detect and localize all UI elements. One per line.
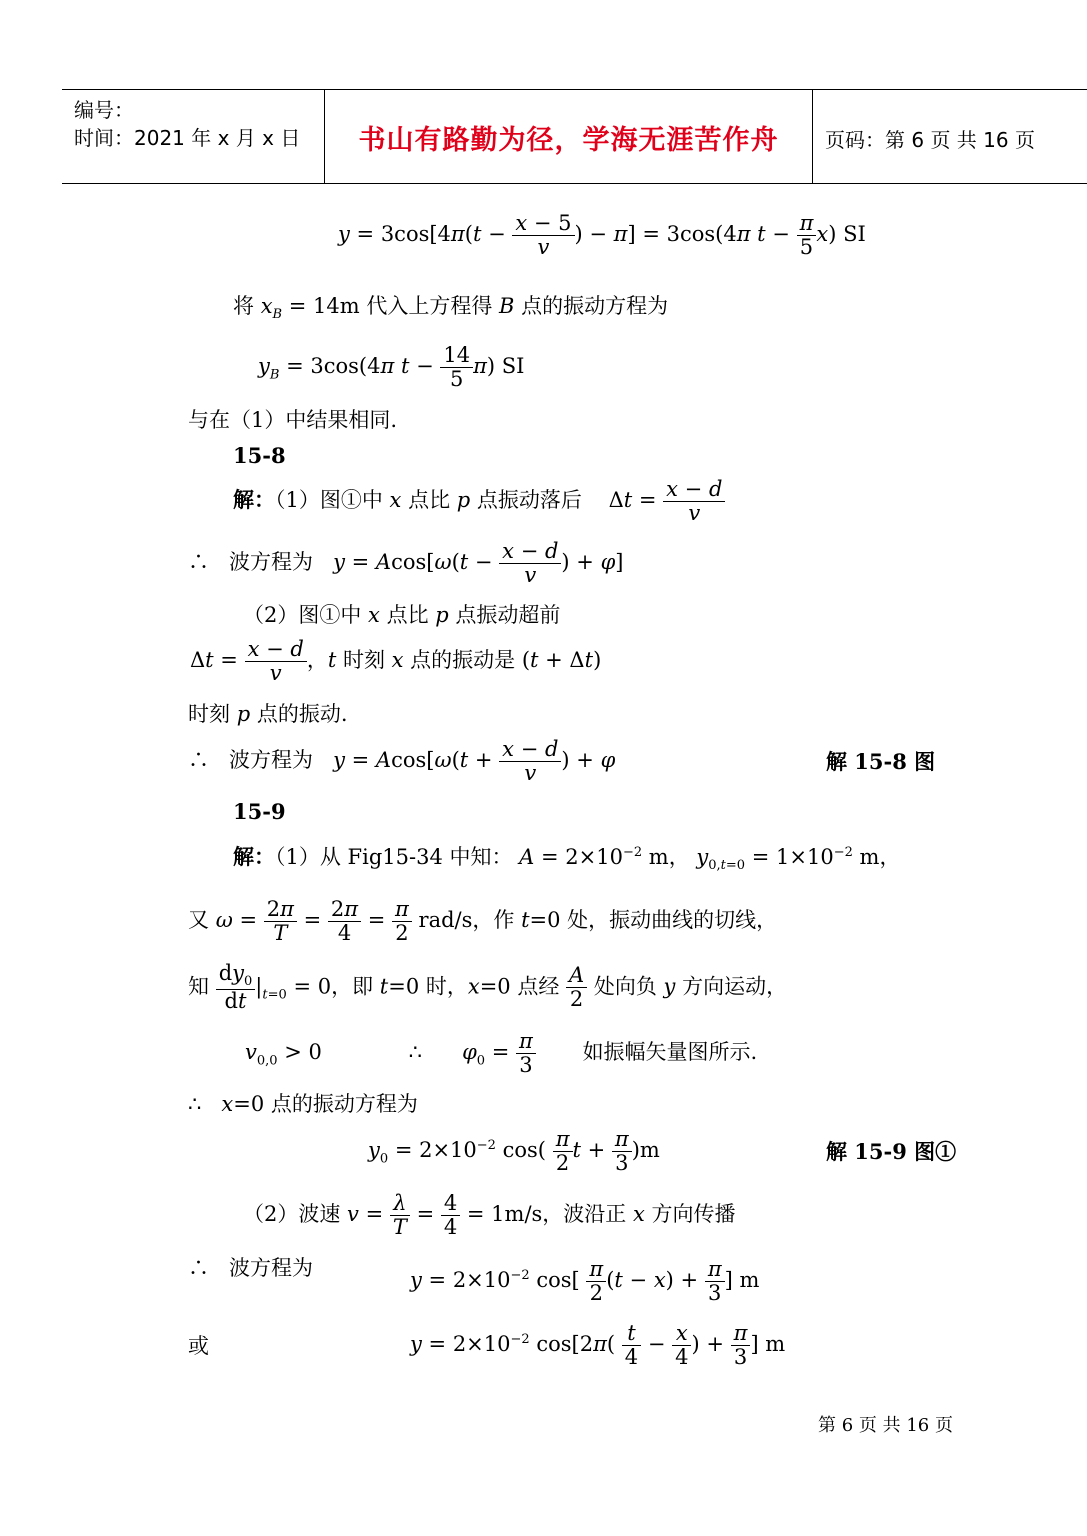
- date-label: 时间：2021 年 x 月 x 日: [74, 126, 301, 150]
- eq-wave-a: y = 3cos[4π(t − $\frac{x - 5}{v}$ ) − π] = 3cos(4π t − $\frac{\pi}{5}$ x) SI: [338, 211, 866, 260]
- serial-label: 编号：: [74, 98, 134, 122]
- header-left-cell: [62, 90, 325, 183]
- yb-eq: $y_B = 3\cos(4\pi$ t − $\frac{14}{5}$ π) SI: [258, 343, 525, 392]
- wave-eq-3-formula: $y = 2\times 10^{-2}$ cos[ $\frac{\pi}{2}$ (t − x) + $\frac{\pi}{3}$ ] m: [410, 1257, 760, 1306]
- sol-15-8-1: 解：（1）图①中 x 点比 p 点振动落后 Δt = $\frac{x - d}{v}$: [233, 478, 725, 525]
- wave-eq-4-formula: $y = 2\times 10^{-2}$ cos[2π( $\frac{t}{4}$ − $\frac{x}{4}$ ) + $\frac{\pi}{3}$ ] m: [410, 1321, 786, 1370]
- x0-eq: $y_0 = 2\times 10^{-2}$ cos( $\frac{\pi}{2}$ t + $\frac{\pi}{3}$ )m: [368, 1127, 660, 1176]
- motto: 书山有路勤为径，学海无涯苦作舟: [358, 125, 779, 156]
- page-info: 页码：第 6 页 共 16 页: [825, 128, 1035, 152]
- part2-15-9: （2）波速 v = $\frac{\lambda}{T}$ = $\frac{4}{4}$ = 1m/s，波沿正 x 方向传播: [243, 1191, 736, 1240]
- header-table: [62, 89, 1087, 184]
- amp-text: 如振幅矢量图所示.: [582, 1040, 758, 1065]
- wave-eq-2: ∴ 波方程为 y = Acos[ω(t + $\frac{x - d}{v}$ ) + φ: [188, 737, 616, 786]
- header-motto-cell: [325, 90, 813, 183]
- x0-eq-title: ∴ x=0 点的振动方程为: [188, 1092, 418, 1116]
- header-page-cell: [813, 90, 1087, 183]
- sol-15-9-1: 解：（1）从 Fig15-34 中知： $A = 2\times 10^{-2}$ m， $y_{0,t=0} = 1\times 10^{-2}$ m，: [233, 844, 901, 874]
- dt-line: Δt = $\frac{x - d}{v}$ ，t 时刻 x 点的振动是 (t + Δt): [190, 637, 602, 686]
- section-15-9: 15-9: [233, 799, 286, 824]
- fig-15-9-caption: 解 15-9 图①: [826, 1139, 957, 1164]
- part2-15-8: （2）图①中 x 点比 p 点振动超前: [243, 603, 561, 627]
- section-15-8: 15-8: [233, 443, 286, 468]
- or-label: 或: [188, 1334, 209, 1358]
- fig-15-8-caption: 解 15-8 图: [826, 749, 936, 774]
- know-line: 知 $\frac{dy_0}{dt}$ $|_{t=0} = 0$，即 t=0 时，x=0 点经 $\frac{A}{2}$ 处向负 y 方向运动，: [188, 961, 788, 1014]
- same-result: 与在（1）中结果相同.: [188, 408, 398, 432]
- wave-eq-1: ∴ 波方程为 y = Acos[ω(t − $\frac{x - d}{v}$ ) + φ]: [188, 539, 624, 588]
- amp-line: $v_{0,0} > 0$ ∴ $\varphi_0$ = $\frac{\pi}{3}$ 如振幅矢量图所示.: [245, 1029, 758, 1078]
- p-moment: 时刻 p 点的振动.: [188, 702, 348, 726]
- omega-line: 又 ω = $\frac{2\pi}{T}$ = $\frac{2\pi}{4}$ = $\frac{\pi}{2}$ rad/s，作 t=0 处，振动曲线的切线，: [188, 897, 778, 946]
- page-footer: 第 6 页 共 16 页: [818, 1415, 953, 1436]
- wave-eq-3: ∴ 波方程为: [188, 1256, 314, 1280]
- xb-text: 将 $x_B = 14m$ 代入上方程得 B 点的振动方程为: [233, 294, 669, 323]
